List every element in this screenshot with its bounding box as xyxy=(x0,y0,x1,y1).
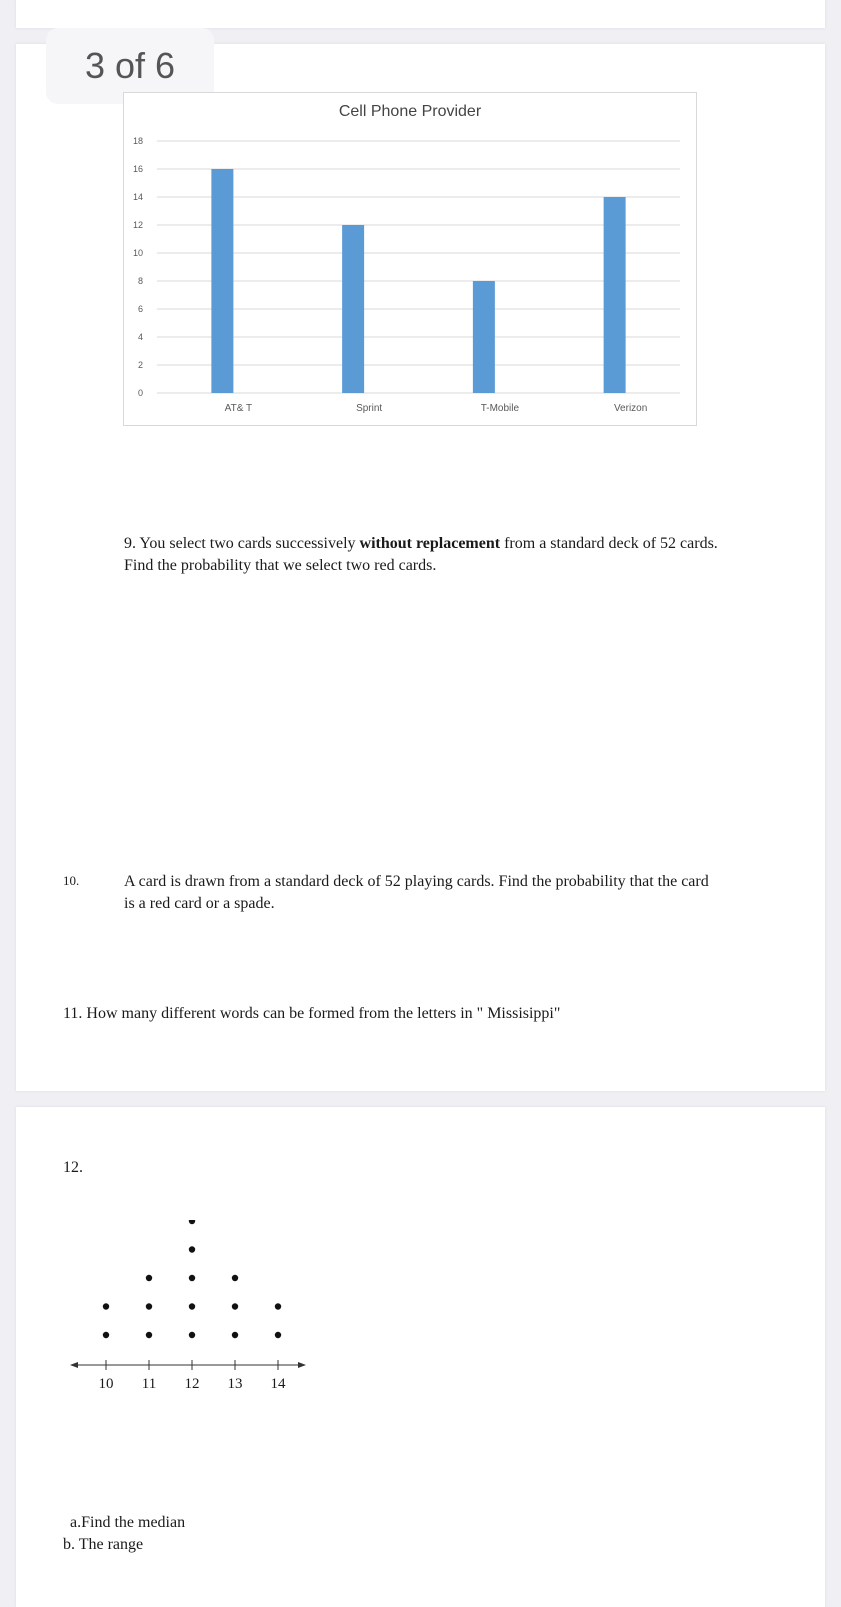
y-tick-label: 12 xyxy=(132,220,143,230)
y-tick-label: 2 xyxy=(137,360,143,370)
dot xyxy=(146,1303,152,1309)
previous-page xyxy=(16,0,825,28)
page-counter: 3 of 6 xyxy=(46,28,214,104)
dot xyxy=(232,1275,238,1281)
question-9-line-2: Find the probability that we select two red cards. xyxy=(124,557,437,574)
question-10 xyxy=(124,871,824,915)
dot xyxy=(189,1246,195,1252)
question-12-part-b: b. The range xyxy=(63,1536,144,1553)
question-9-emphasis: without replacement xyxy=(359,535,501,552)
dot xyxy=(146,1332,152,1338)
chart-title: Cell Phone Provider xyxy=(338,103,482,120)
dot-plot xyxy=(56,1220,316,1410)
y-tick-label: 18 xyxy=(132,136,143,146)
question-12-number: 12. xyxy=(63,1159,83,1176)
bar-chart-plot xyxy=(124,93,696,425)
axis-label: 12 xyxy=(184,1376,200,1392)
question-11: 11. How many different words can be formed from the letters in " Missisippi" xyxy=(63,1005,561,1022)
x-tick-label: Verizon xyxy=(613,403,648,414)
dot xyxy=(189,1303,195,1309)
question-10-line-2: is a red card or a spade. xyxy=(124,895,275,912)
bar-chart xyxy=(123,92,697,426)
question-12-part-a: a.Find the median xyxy=(70,1514,186,1531)
axis-label: 11 xyxy=(141,1376,157,1392)
question-9 xyxy=(124,533,824,577)
bar-sprint xyxy=(342,225,364,393)
question-10-line-1: A card is drawn from a standard deck of 52 playing cards. Find the probability that the card xyxy=(124,873,709,890)
y-tick-label: 4 xyxy=(137,332,143,342)
axis-label: 14 xyxy=(270,1376,286,1392)
axis-label: 10 xyxy=(98,1376,114,1392)
dot xyxy=(189,1332,195,1338)
y-tick-label: 16 xyxy=(132,164,143,174)
dot xyxy=(103,1303,109,1309)
bar-t-mobile xyxy=(473,281,495,393)
question-9-text: 9. You select two cards successively xyxy=(124,535,360,552)
dot xyxy=(189,1220,195,1224)
question-9-text-end: from a standard deck of 52 cards. xyxy=(500,535,718,552)
x-tick-label: AT& T xyxy=(224,403,253,414)
dot xyxy=(275,1332,281,1338)
y-tick-label: 14 xyxy=(132,192,143,202)
y-tick-label: 8 xyxy=(137,276,143,286)
dot xyxy=(232,1303,238,1309)
x-tick-label: Sprint xyxy=(356,403,383,414)
dot xyxy=(146,1275,152,1281)
bar-at-t xyxy=(211,169,233,393)
arrow-right-icon xyxy=(298,1362,306,1368)
bar-verizon xyxy=(604,197,626,393)
y-tick-label: 0 xyxy=(137,388,143,398)
y-tick-label: 6 xyxy=(137,304,143,314)
y-tick-label: 10 xyxy=(132,248,143,258)
dot xyxy=(232,1332,238,1338)
arrow-left-icon xyxy=(70,1362,78,1368)
question-10-number: 10. xyxy=(63,873,80,888)
x-tick-label: T-Mobile xyxy=(480,403,520,414)
dot xyxy=(189,1275,195,1281)
dot xyxy=(275,1303,281,1309)
dot xyxy=(103,1332,109,1338)
axis-label: 13 xyxy=(227,1376,243,1392)
